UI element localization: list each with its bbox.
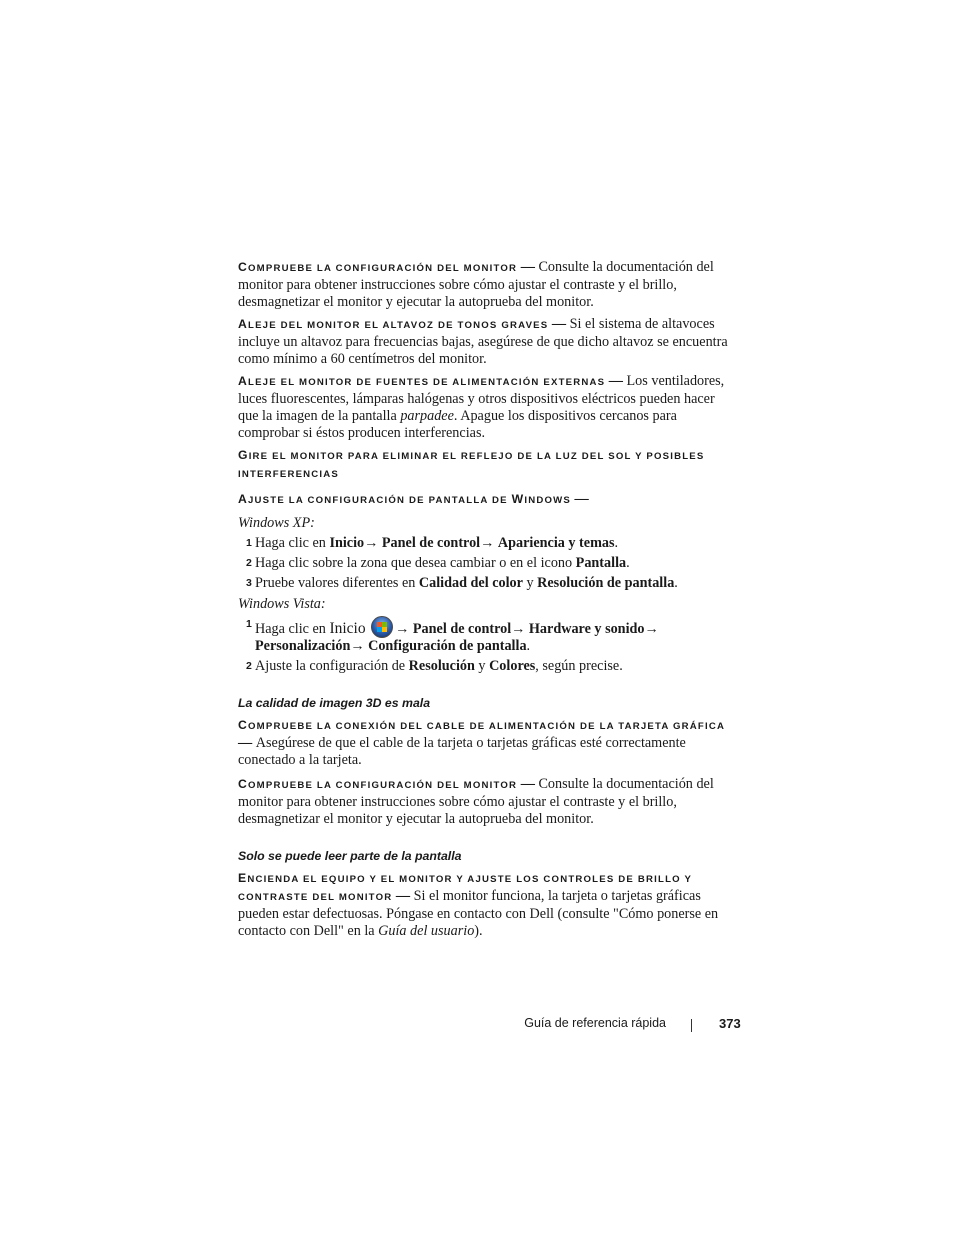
step-number: 2	[246, 660, 252, 672]
section-heading: ALEJE EL MONITOR DE FUENTES DE ALIMENTACIÓN EXTERNAS	[238, 374, 606, 388]
section-move-subwoofer: ALEJE DEL MONITOR EL ALTAVOZ DE TONOS GRAVES — Si el sistema de altavoces incluye un altavoz para frecuencias bajas, asegúrese de que dicho altavoz se encuentra como mínimo a 60 centímetros del monitor.	[238, 316, 728, 367]
section-heading: ALEJE DEL MONITOR EL ALTAVOZ DE TONOS GRAVES	[238, 317, 549, 331]
section-heading: AJUSTE LA CONFIGURACIÓN DE PANTALLA DE WINDOWS	[238, 492, 571, 506]
section-rotate-monitor	[238, 447, 736, 483]
step-number: 1	[246, 618, 252, 630]
section-check-monitor-settings: COMPRUEBE LA CONFIGURACIÓN DEL MONITOR — Consulte la documentación del monitor para obtener instrucciones sobre cómo ajustar el contraste y el brillo, desmagnetizar el monitor y ejecutar la autoprueba del monitor.	[238, 259, 714, 310]
xp-step-1: 1 Haga clic en Inicio→ Panel de control→ Apariencia y temas.	[246, 535, 619, 551]
page-number: 373	[719, 1016, 741, 1031]
section-adjust-windows-display: AJUSTE LA CONFIGURACIÓN DE PANTALLA DE WINDOWS —	[238, 491, 589, 507]
step-number: 1	[246, 537, 252, 549]
section-check-monitor-settings-2: COMPRUEBE LA CONFIGURACIÓN DEL MONITOR — Consulte la documentación del monitor para obtener instrucciones sobre cómo ajustar el contraste y el brillo, desmagnetizar el monitor y ejecutar la autoprueba del monitor.	[238, 776, 714, 827]
platform-label-vista: Windows Vista:	[238, 596, 326, 612]
start-label: Inicio	[329, 620, 366, 637]
windows-start-orb-icon	[371, 616, 393, 638]
page-footer	[0, 1016, 954, 1036]
section-heading: ENCIENDA EL EQUIPO Y EL MONITOR Y AJUSTE LOS CONTROLES DE BRILLO Y CONTRASTE DEL MONITOR	[238, 871, 692, 903]
subheading-partial-screen: Solo se puede leer parte de la pantalla	[238, 849, 462, 863]
footer-title: Guía de referencia rápida	[524, 1016, 666, 1030]
section-heading: COMPRUEBE LA CONEXIÓN DEL CABLE DE ALIMENTACIÓN DE LA TARJETA GRÁFICA	[238, 718, 726, 732]
section-move-external-power: ALEJE EL MONITOR DE FUENTES DE ALIMENTACIÓN EXTERNAS — Los ventiladores, luces fluorescentes, lámparas halógenas y otros dispositivos eléctricos pueden hacer que la imagen de la pantalla parpadee. Apague los dispositivos cercanos para comprobar si éstos producen interferencias.	[238, 373, 725, 441]
page-content	[238, 259, 736, 945]
section-heading: COMPRUEBE LA CONFIGURACIÓN DEL MONITOR	[238, 260, 518, 274]
section-heading: COMPRUEBE LA CONFIGURACIÓN DEL MONITOR	[238, 777, 518, 791]
vista-step-2: 2 Ajuste la configuración de Resolución y Colores, según precise.	[246, 658, 623, 674]
platform-label-xp: Windows XP:	[238, 515, 315, 531]
section-heading: GIRE EL MONITOR PARA ELIMINAR EL REFLEJO DE LA LUZ DEL SOL Y POSIBLES INTERFERENCIAS	[238, 448, 705, 480]
section-check-graphics-power-cable: COMPRUEBE LA CONEXIÓN DEL CABLE DE ALIMENTACIÓN DE LA TARJETA GRÁFICA — Asegúrese de que el cable de la tarjeta o tarjetas gráficas esté correctamente conectado a la tarjeta.	[238, 718, 726, 768]
step-number: 2	[246, 557, 252, 569]
xp-step-3: 3 Pruebe valores diferentes en Calidad del color y Resolución de pantalla.	[246, 575, 678, 591]
step-number: 3	[246, 577, 252, 589]
subheading-3d-quality: La calidad de imagen 3D es mala	[238, 696, 431, 710]
xp-step-2: 2 Haga clic sobre la zona que desea cambiar o en el icono Pantalla.	[246, 555, 630, 571]
vista-step-1: 1 Haga clic en Inicio → Panel de control→ Hardware y sonido→ Personalización→ Configuración de pantalla.	[246, 618, 659, 654]
footer-divider	[691, 1019, 692, 1032]
section-turn-on-adjust-brightness: ENCIENDA EL EQUIPO Y EL MONITOR Y AJUSTE LOS CONTROLES DE BRILLO Y CONTRASTE DEL MONITOR — Si el monitor funciona, la tarjeta o tarjetas gráficas pueden estar defectuosas. Póngase en contacto con Dell (consulte "Cómo ponerse en contacto con Dell" en la Guía del usuario).	[238, 871, 719, 939]
